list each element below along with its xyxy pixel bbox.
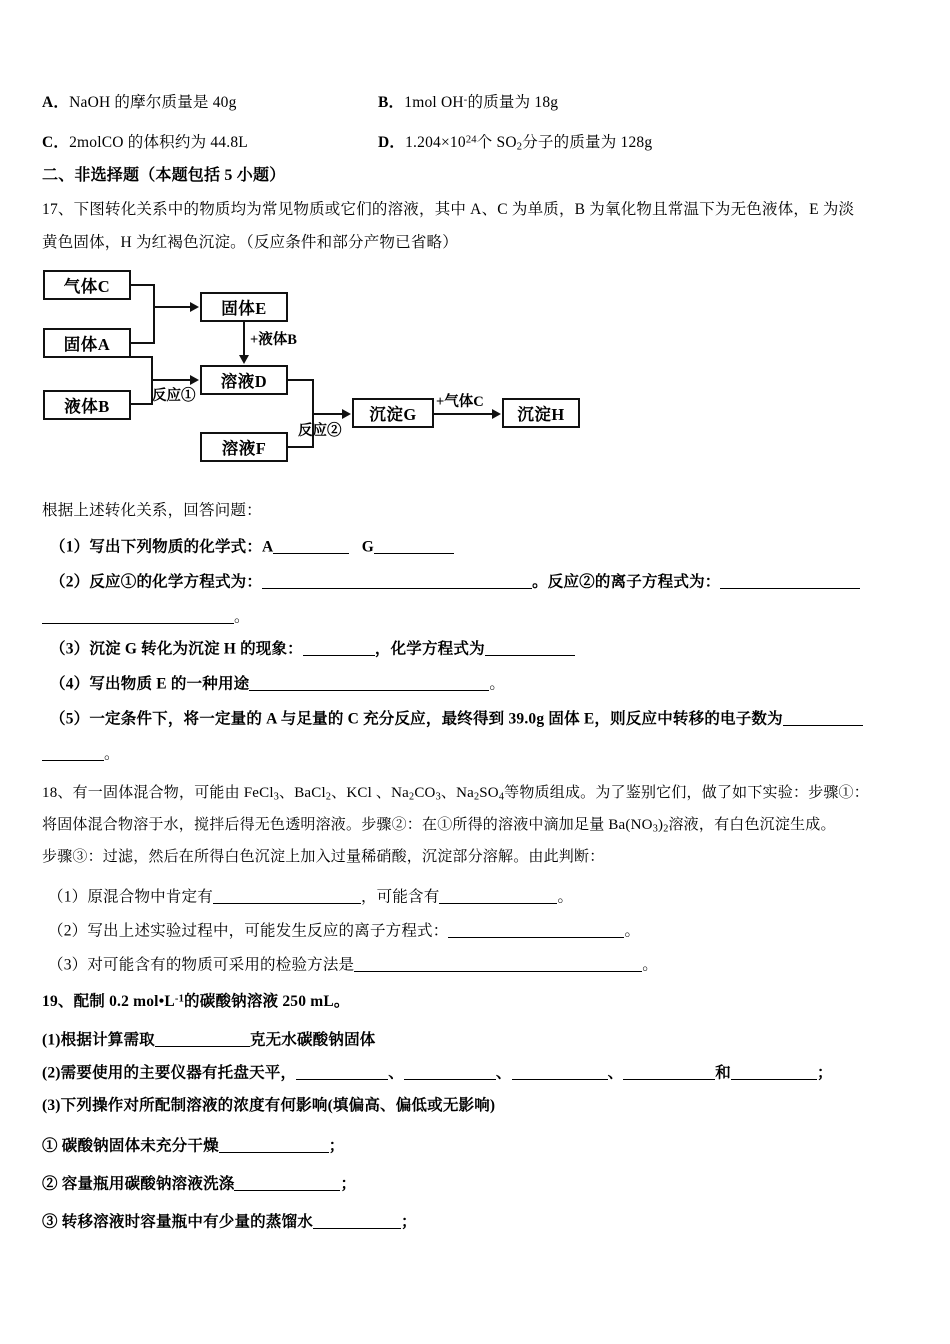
q18-l2-c: 溶液，有白色沉淀生成。 (668, 817, 836, 833)
q18-item-1-blank-2[interactable] (439, 888, 557, 904)
choice-d-text-post: 分子的质量为 128g (522, 134, 653, 151)
q18-l1-sub5: 2 (473, 791, 480, 803)
q19-sub-3-end: ； (400, 1213, 417, 1231)
q19-sub-3 (42, 1213, 417, 1230)
q19-item-2-sep-3: 、 (607, 1064, 624, 1082)
q17-item-4-blank[interactable] (249, 675, 489, 691)
choice-a-text: NaOH 的摩尔质量是 40g (69, 94, 237, 111)
q18-l2-b: ) (657, 817, 664, 833)
flow-box-gas-c (43, 270, 131, 300)
q17-item-2-text-pre: （2）反应①的化学方程式为： (50, 573, 263, 591)
flow-box-solid-e (200, 292, 288, 322)
q19-item-1 (42, 1031, 375, 1048)
choice-c-text: 2molCO 的体积约为 44.8L (69, 134, 248, 151)
q19-item-2-blank-2[interactable] (404, 1064, 496, 1080)
q18-l2-a: 将固体混合物溶于水，搅拌后得无色透明溶液。步骤②：在①所得的溶液中滴加足量 Ba(NO (42, 817, 653, 833)
connector-liquidb-out (131, 403, 153, 405)
q17-item-5-blank-2[interactable] (42, 745, 104, 761)
q17-stem-line2: 黄色固体，H 为红褐色沉淀。（反应条件和部分产物已省略） (42, 234, 458, 251)
q18-item-1 (48, 888, 573, 905)
flow-label-add-liquid-b: +液体B (250, 332, 297, 348)
q19-sub-1-blank[interactable] (219, 1137, 329, 1153)
connector-to-solutiond (151, 379, 192, 381)
flow-box-precipitate-g-label: 沉淀G (369, 405, 417, 424)
choice-a (42, 95, 237, 111)
choice-c-label: C． (42, 134, 70, 151)
flow-label-reaction-2: 反应② (298, 423, 342, 439)
flow-box-liquid-b-label: 液体B (64, 397, 110, 416)
choice-d-exponent: 24 (465, 134, 477, 146)
q17-item-5-blank-1[interactable] (783, 710, 863, 726)
q19-item-1-blank[interactable] (155, 1031, 250, 1047)
flow-label-reaction-1: 反应① (152, 388, 196, 404)
q19-sub-3-blank[interactable] (313, 1213, 401, 1229)
q17-item-1-text: （1）写出下列物质的化学式：A (50, 538, 274, 556)
arrow-to-solution-d (239, 355, 249, 364)
choice-d (378, 135, 652, 153)
section-heading: 二、非选择题（本题包括 5 小题） (42, 167, 286, 184)
q17-item-3-blank-1[interactable] (303, 640, 375, 656)
q18-l1-sub2: 2 (325, 791, 332, 803)
q17-item-2-text-mid: 。反应②的离子方程式为： (532, 573, 721, 591)
q17-item-3 (50, 640, 575, 657)
q18-l1-a: 18、有一固体混合物，可能由 FeCl (42, 785, 274, 801)
connector-solide-to-solutiond (243, 322, 245, 356)
q19-item-2-sep-2: 、 (495, 1064, 512, 1082)
q18-l1-g: 等物质组成。为了鉴别它们，做了如下实验：步骤①： (504, 785, 869, 801)
q18-item-2 (48, 922, 640, 939)
q18-l1-f: SO (479, 785, 499, 801)
q19-sub-2 (42, 1175, 356, 1192)
q17-item-1-label-g: G (361, 538, 374, 556)
q18-item-3 (48, 956, 658, 973)
connector-to-precipitateg (312, 413, 344, 415)
flow-label-add-gas-c: +气体C (436, 394, 484, 410)
q18-l1-c: 、KCl 、Na (331, 785, 410, 801)
q19-item-2-blank-5[interactable] (731, 1064, 817, 1080)
flow-box-precipitate-g (352, 398, 434, 428)
flow-box-solid-e-label: 固体E (221, 299, 267, 318)
q19-item-3: (3)下列操作对所配制溶液的浓度有何影响(填偏高、偏低或无影响) (42, 1097, 496, 1114)
q19-stem (42, 994, 350, 1010)
q17-item-5-text: （5）一定条件下，将一定量的 A 与足量的 C 充分反应，最终得到 39.0g 固体 E，则反应中转移的电子数为 (50, 710, 783, 728)
choice-d-text-mid: 个 SO (476, 134, 517, 151)
arrow-to-precipitate-g (342, 409, 351, 419)
q18-item-1-end: 。 (557, 888, 574, 906)
flow-box-solution-f (200, 432, 288, 462)
q18-l2-sub1: 3 (652, 823, 658, 835)
q18-l2-sub2: 2 (663, 823, 669, 835)
q18-item-2-blank[interactable] (448, 922, 624, 938)
q18-l1-e: 、Na (440, 785, 474, 801)
choice-b-charge: - (463, 94, 468, 106)
q19-stem-sup: -1 (174, 993, 185, 1005)
choice-b-text-post: 的质量为 18g (467, 94, 559, 111)
q19-item-2-and: 和 (715, 1064, 731, 1082)
q18-item-3-end: 。 (642, 956, 658, 974)
q19-item-2-blank-1[interactable] (296, 1064, 388, 1080)
flow-box-solution-d-label: 溶液D (220, 372, 268, 391)
q18-item-1-mid: ，可能含有 (360, 888, 440, 906)
connector-solida-out-top (131, 342, 155, 344)
connector-solida-out-bottom (131, 356, 153, 358)
q17-item-5-cont (42, 745, 120, 762)
q17-item-4-text: （4）写出物质 E 的一种用途 (50, 675, 250, 693)
q17-item-1-blank-a[interactable] (273, 538, 349, 554)
q18-l1-sub3: 2 (409, 791, 415, 803)
choice-d-text-pre: 1.204×10 (405, 134, 466, 151)
q19-sub-1-end: ； (328, 1137, 345, 1155)
q18-stem-line3: 步骤③：过滤，然后在所得白色沉淀上加入过量稀硝酸，沉淀部分溶解。由此判断： (42, 849, 605, 865)
q19-sub-2-pre: ② 容量瓶用碳酸钠溶液洗涤 (42, 1175, 235, 1193)
q17-item-4 (50, 675, 505, 692)
q17-item-5-period: 。 (104, 745, 120, 763)
q17-item-2-blank-3[interactable] (42, 608, 234, 624)
arrow-to-solution-d-horizontal (190, 375, 199, 385)
q17-item-2-blank-1[interactable] (262, 573, 532, 589)
q17-item-1-blank-g[interactable] (374, 538, 454, 554)
q18-l1-b: 、BaCl (279, 785, 326, 801)
q18-stem-line2 (42, 818, 836, 835)
q17-item-2-cont (42, 608, 250, 625)
flow-box-solution-d (200, 365, 288, 395)
flow-box-solid-a (43, 328, 131, 358)
q18-item-1-blank-1[interactable] (213, 888, 361, 904)
q17-item-5 (50, 710, 863, 727)
q19-sub-2-blank[interactable] (234, 1175, 340, 1191)
choice-d-label: D． (378, 134, 406, 151)
connector-solutionf-out (288, 446, 314, 448)
q18-item-3-pre: （3）对可能含有的物质可采用的检验方法是 (48, 956, 355, 974)
flow-box-liquid-b (43, 390, 131, 420)
q18-item-3-blank[interactable] (354, 956, 642, 972)
q17-prompt: 根据上述转化关系，回答问题： (42, 502, 262, 519)
connector-gasc-out (131, 284, 155, 286)
q18-item-1-pre: （1）原混合物中肯定有 (48, 888, 213, 906)
q19-item-1-post: 克无水碳酸钠固体 (249, 1031, 376, 1049)
q19-item-1-pre: (1)根据计算需取 (42, 1031, 155, 1049)
connector-solutiond-out (288, 379, 314, 381)
q17-item-3-text-pre: （3）沉淀 G 转化为沉淀 H 的现象： (50, 640, 303, 658)
q18-stem-line1 (42, 786, 869, 803)
q18-l1-d: CO (414, 785, 436, 801)
q17-item-3-blank-2[interactable] (485, 640, 575, 656)
q19-sub-1 (42, 1137, 344, 1154)
choice-a-label: A． (42, 94, 70, 111)
flow-box-gas-c-label: 气体C (63, 277, 111, 296)
choice-b-label: B． (378, 94, 405, 111)
q19-sub-1-pre: ① 碳酸钠固体未充分干燥 (42, 1137, 219, 1155)
q18-l1-sub1: 3 (273, 791, 280, 803)
q19-item-2 (42, 1064, 833, 1081)
q18-l1-sub6: 4 (498, 791, 505, 803)
flow-box-solution-f-label: 溶液F (221, 439, 267, 458)
q17-item-2 (50, 573, 860, 590)
choice-b (378, 95, 558, 111)
connector-gasc-solida-vertical (153, 284, 155, 343)
arrow-to-precipitate-h (492, 409, 501, 419)
q17-item-2-blank-2[interactable] (720, 573, 860, 589)
q17-item-3-text-mid: ，化学方程式为 (374, 640, 485, 658)
flow-box-solid-a-label: 固体A (63, 335, 111, 354)
q18-item-2-pre: （2）写出上述实验过程中，可能发生反应的离子方程式： (48, 922, 449, 940)
transformation-flow-diagram (40, 262, 640, 472)
flow-box-precipitate-h (502, 398, 580, 428)
q19-item-2-blank-3[interactable] (512, 1064, 608, 1080)
q18-item-2-end: 。 (624, 922, 641, 940)
q17-item-4-period: 。 (489, 675, 506, 693)
choice-c (42, 135, 248, 151)
q19-stem-post: 的碳酸钠溶液 250 mL。 (184, 993, 350, 1010)
q19-item-2-end: ； (817, 1064, 833, 1082)
q19-item-2-sep-1: 、 (388, 1064, 404, 1082)
q19-sub-3-pre: ③ 转移溶液时容量瓶中有少量的蒸馏水 (42, 1213, 313, 1231)
q19-item-2-blank-4[interactable] (623, 1064, 715, 1080)
q19-sub-2-end: ； (340, 1175, 357, 1193)
q18-l1-sub4: 3 (435, 791, 441, 803)
q17-item-1 (50, 538, 454, 555)
q17-stem-line1: 17、下图转化关系中的物质均为常见物质或它们的溶液，其中 A、C 为单质，B 为氧化物且常温下为无色液体，E 为淡 (42, 201, 855, 218)
q19-item-2-pre: (2)需要使用的主要仪器有托盘天平， (42, 1064, 297, 1082)
flow-box-precipitate-h-label: 沉淀H (517, 405, 565, 424)
connector-to-solide (153, 306, 192, 308)
q19-stem-pre: 19、配制 0.2 mol•L (42, 993, 175, 1010)
q17-item-2-period: 。 (234, 608, 250, 626)
choice-b-text-pre: 1mol OH (404, 94, 464, 111)
choice-d-subscript: 2 (516, 141, 523, 153)
connector-g-to-h (434, 413, 494, 415)
arrow-to-solid-e (190, 302, 199, 312)
